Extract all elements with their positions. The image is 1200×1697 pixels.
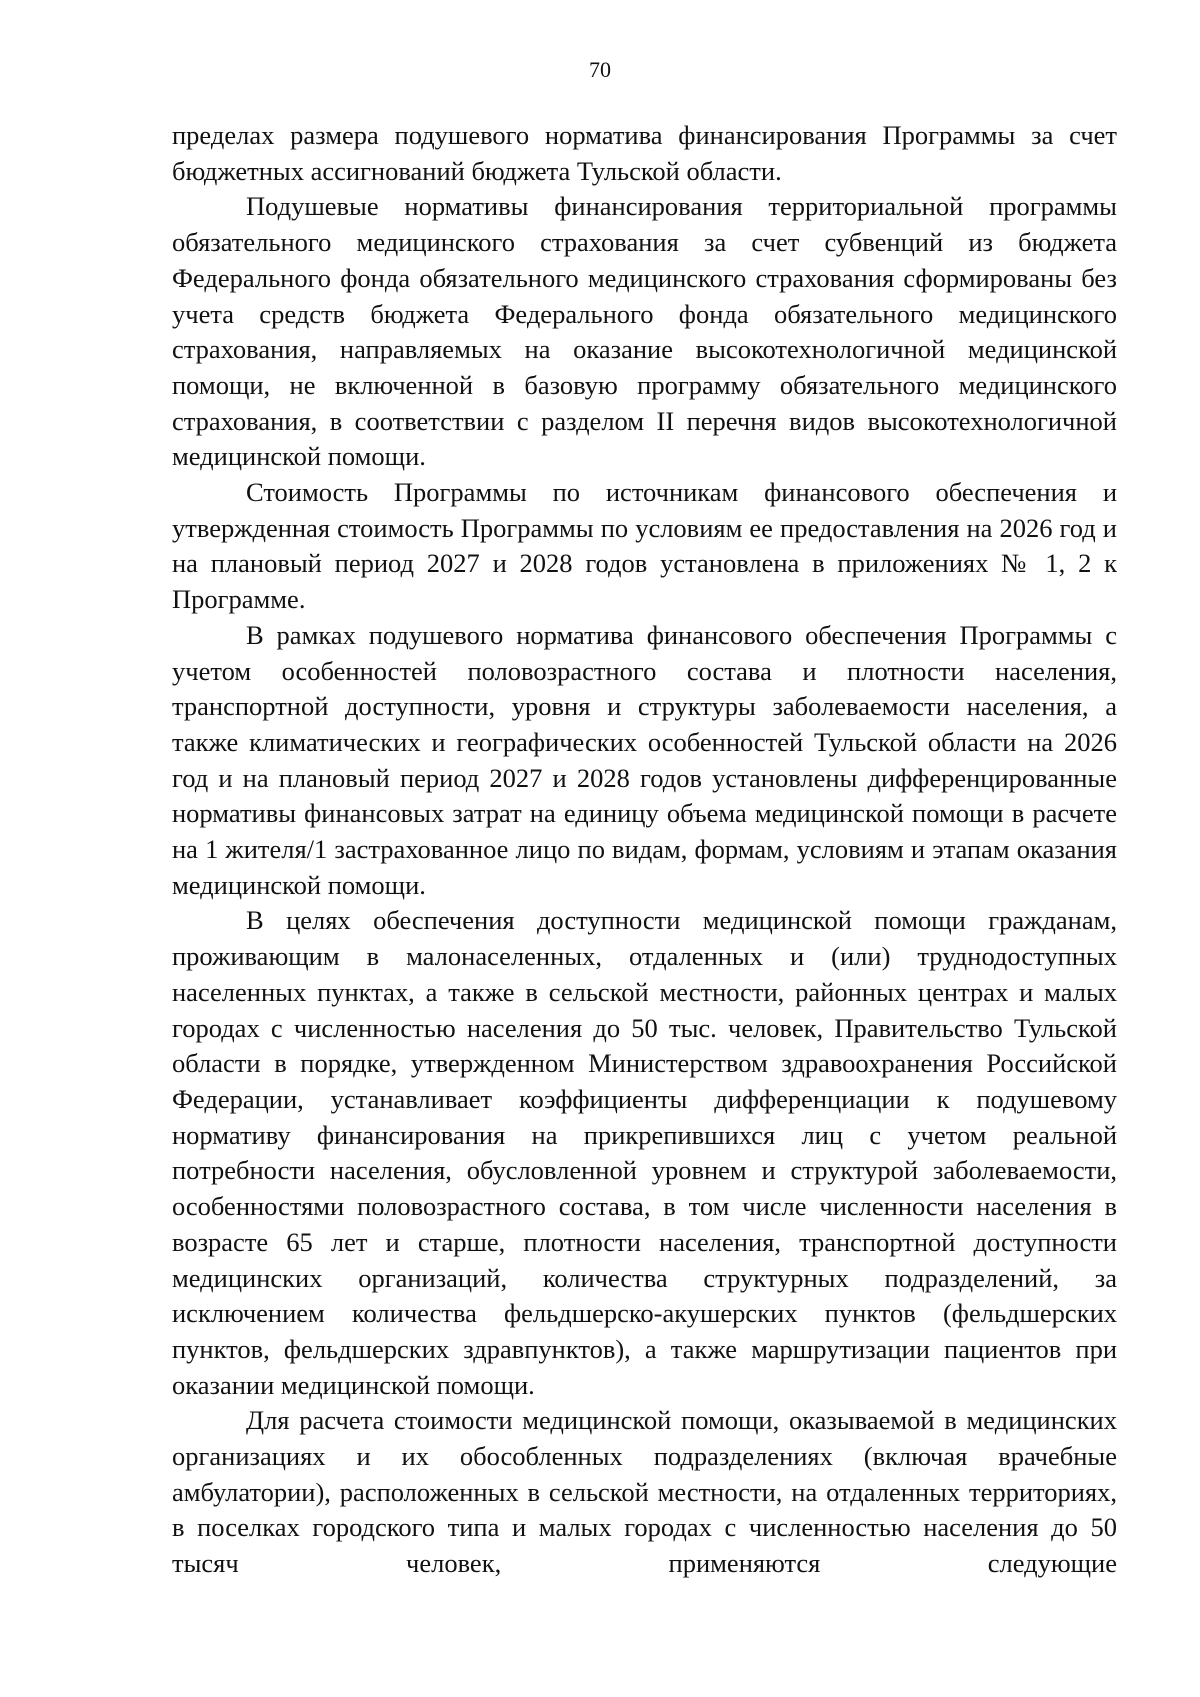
paragraph-per-capita-norms: Подушевые нормативы финансирования территориальной программы обязательного медицинского страхования за счет субвенций из бюджета Федерального фонда обязательного медицинского страхования сформированы без учета средств бюджета Федерального фонда обязательного медицинского страхования, направляемых на оказание высокотехнологичной медицинской помощи, не включенной в базовую программу обязательного медицинского страхования, в соответствии с разделом II перечня видов высокотехнологичной медицинской помощи.	[172, 191, 1117, 472]
paragraph-program-cost: Стоимость Программы по источникам финансового обеспечения и утвержденная стоимость Программы по условиям ее предоставления на 2026 год и на плановый период 2027 и 2028 годов установлена в приложениях № 1, 2 к Программе.	[172, 477, 1117, 615]
paragraph-budget-limits: пределах размера подушевого норматива финансирования Программы за счет бюджетных ассигнований бюджета Тульской области.	[172, 120, 1117, 186]
paragraph-accessibility-coefficients: В целях обеспечения доступности медицинской помощи гражданам, проживающим в малонаселенных, отдаленных и (или) труднодоступных населенных пунктах, а также в сельской местности, районных центрах и малых городах с численностью населения до 50 тыс. человек, Правительство Тульской области в порядке, утвержденном Министерством здравоохранения Российской Федерации, устанавливает коэффициенты дифференциации к подушевому нормативу финансирования на прикрепившихся лиц с учетом реальной потребности населения, обусловленной уровнем и структурой заболеваемости, особенностями половозрастного состава, в том числе численности населения в возрасте 65 лет и старше, плотности населения, транспортной доступности медицинских организаций, количества структурных подразделений, за исключением количества фельдшерско-акушерских пунктов (фельдшерских пунктов, фельдшерских здравпунктов), а также маршрутизации пациентов при оказании медицинской помощи.	[172, 905, 1117, 1400]
document-body	[172, 118, 1117, 1582]
paragraph-differentiated-norms: В рамках подушевого норматива финансового обеспечения Программы с учетом особенностей половозрастного состава и плотности населения, транспортной доступности, уровня и структуры заболеваемости населения, а также климатических и географических особенностей Тульской области на 2026 год и на плановый период 2027 и 2028 годов установлены дифференцированные нормативы финансовых затрат на единицу объема медицинской помощи в расчете на 1 жителя/1 застрахованное лицо по видам, формам, условиям и этапам оказания медицинской помощи.	[172, 619, 1117, 900]
page-number: 70	[589, 57, 611, 82]
paragraph-rural-cost-calculation: Для расчета стоимости медицинской помощи, оказываемой в медицинских организациях и их обособленных подразделениях (включая врачебные амбулатории), расположенных в сельской местности, на отдаленных территориях, в поселках городского типа и малых городах с численностью населения до 50 тысяч человек, применяются следующие	[172, 1405, 1117, 1579]
